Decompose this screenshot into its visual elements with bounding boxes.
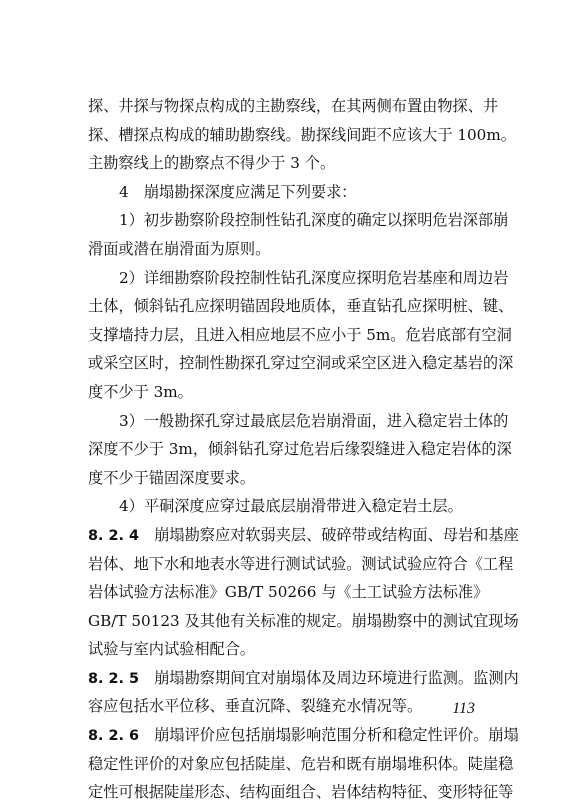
text-line: 3）一般勘探孔穿过最底层危岩崩滑面，进入稳定岩土体的 <box>119 411 509 430</box>
text-line: 支撑墙持力层，且进入相应地层不应小于 5m。危岩底部有空洞 <box>88 325 512 344</box>
text-line: 度不少于 3m。 <box>88 382 193 401</box>
text-line: 或采空区时，控制性勘探孔穿过空洞或采空区进入稳定基岩的深 <box>88 354 514 373</box>
clause-8-2-4 <box>88 521 519 550</box>
text-line: 定性可根据陡崖形态、结构面组合、岩体结构特征、变形特征等 <box>88 783 514 802</box>
clause-number: 8. 2. 6 <box>88 728 139 745</box>
text-line: 崩塌勘察期间宜对崩塌体及周边环境进行监测。监测内 <box>139 668 519 687</box>
text-line: 崩塌勘察应对软弱夹层、破碎带或结构面、母岩和基座 <box>139 525 519 544</box>
list-item-heading: 4 崩塌勘探深度应满足下列要求： <box>119 182 357 201</box>
text-line: 容应包括水平位移、垂直沉降、裂缝充水情况等。 <box>88 697 423 716</box>
text-line: 4）平硐深度应穿过最底层崩滑带进入稳定岩土层。 <box>119 497 463 516</box>
text-line: 1）初步勘察阶段控制性钻孔深度的确定以探明危岩深部崩 <box>119 211 509 230</box>
page-number: 113 <box>452 700 475 717</box>
text-line: 试验与室内试验相配合。 <box>88 640 256 659</box>
text-line: 2）详细勘察阶段控制性钻孔深度应探明危岩基座和周边岩 <box>119 268 509 287</box>
text-line: 岩体试验方法标准》GB/T 50266 与《土工试验方法标准》 <box>88 583 489 602</box>
text-line: 探、井探与物探点构成的主勘察线，在其两侧布置由物探、井 <box>88 97 499 115</box>
text-line: 岩体、地下水和地表水等进行测试试验。测试试验应符合《工程 <box>88 554 514 573</box>
document-body <box>88 92 519 807</box>
text-line: 滑面或潜在崩滑面为原则。 <box>88 239 271 258</box>
text-line: 探、槽探点构成的辅助勘察线。勘探线间距不应该大于 100m。 <box>88 125 516 144</box>
text-line: 度不少于锚固深度要求。 <box>88 468 256 487</box>
clause-number: 8. 2. 4 <box>88 527 139 544</box>
clause-8-2-5 <box>88 664 519 693</box>
text-line: GB/T 50123 及其他有关标准的规定。崩塌勘察中的测试宜现场 <box>88 611 519 630</box>
clause-8-2-6 <box>88 721 519 750</box>
clause-number: 8. 2. 5 <box>88 670 139 687</box>
text-line: 土体，倾斜钻孔应探明锚固段地质体，垂直钻孔应探明桩、键、 <box>88 297 514 316</box>
text-line: 主勘察线上的勘察点不得少于 3 个。 <box>88 154 336 173</box>
text-line: 崩塌评价应包括崩塌影响范围分析和稳定性评价。崩塌 <box>139 726 519 745</box>
text-line: 深度不少于 3m，倾斜钻孔穿过危岩后缘裂缝进入稳定岩体的深 <box>88 440 512 459</box>
text-line: 稳定性评价的对象应包括陡崖、危岩和既有崩塌堆积体。陡崖稳 <box>88 754 514 773</box>
